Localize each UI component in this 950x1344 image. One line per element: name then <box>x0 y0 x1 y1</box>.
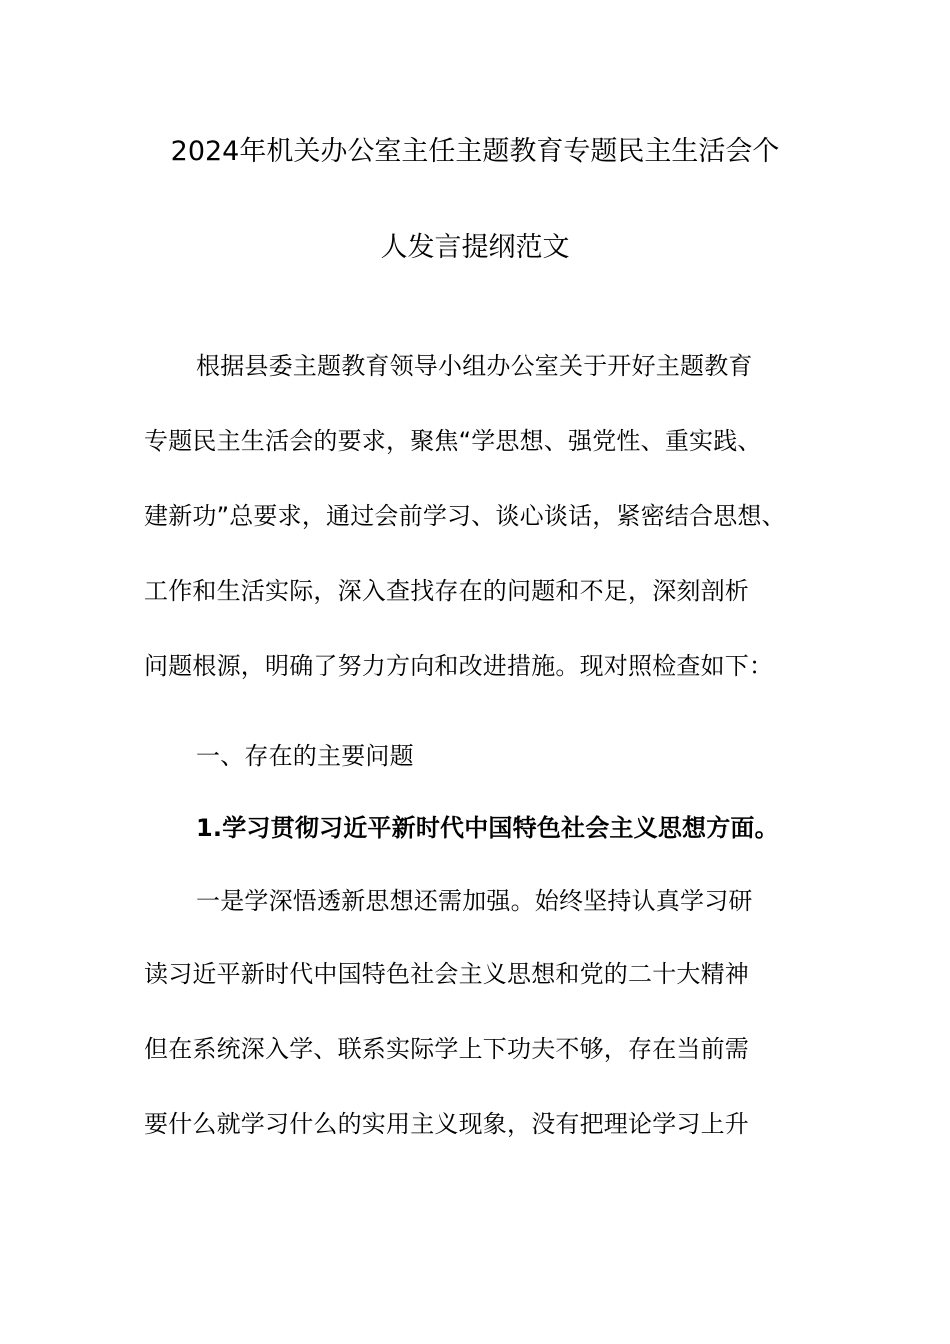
intro-paragraph-line: 根据县委主题教育领导小组办公室关于开好主题教育 <box>196 352 753 380</box>
intro-paragraph-line: 工作和生活实际，深入查找存在的问题和不足，深刻剖析 <box>144 577 749 605</box>
body-paragraph-line: 读习近平新时代中国特色社会主义思想和党的二十大精神 <box>144 960 749 988</box>
body-paragraph-line: 要什么就学习什么的实用主义现象，没有把理论学习上升 <box>144 1110 749 1138</box>
section-heading: 一、存在的主要问题 <box>196 742 414 770</box>
intro-paragraph-line: 专题民主生活会的要求，聚焦“学思想、强党性、重实践、 <box>144 427 762 455</box>
subsection-heading: 1.学习贯彻习近平新时代中国特色社会主义思想方面。 <box>196 814 779 842</box>
document-title-line-1: 2024年机关办公室主任主题教育专题民主生活会个 <box>170 136 780 167</box>
intro-paragraph-line: 问题根源，明确了努力方向和改进措施。现对照检查如下： <box>144 652 774 680</box>
body-paragraph-line: 但在系统深入学、联系实际学上下功夫不够，存在当前需 <box>144 1035 749 1063</box>
intro-paragraph-line: 建新功”总要求，通过会前学习、谈心谈话，紧密结合思想、 <box>144 502 786 530</box>
body-paragraph-line: 一是学深悟透新思想还需加强。始终坚持认真学习研 <box>196 887 753 915</box>
document-title-line-2: 人发言提纲范文 <box>380 232 570 263</box>
